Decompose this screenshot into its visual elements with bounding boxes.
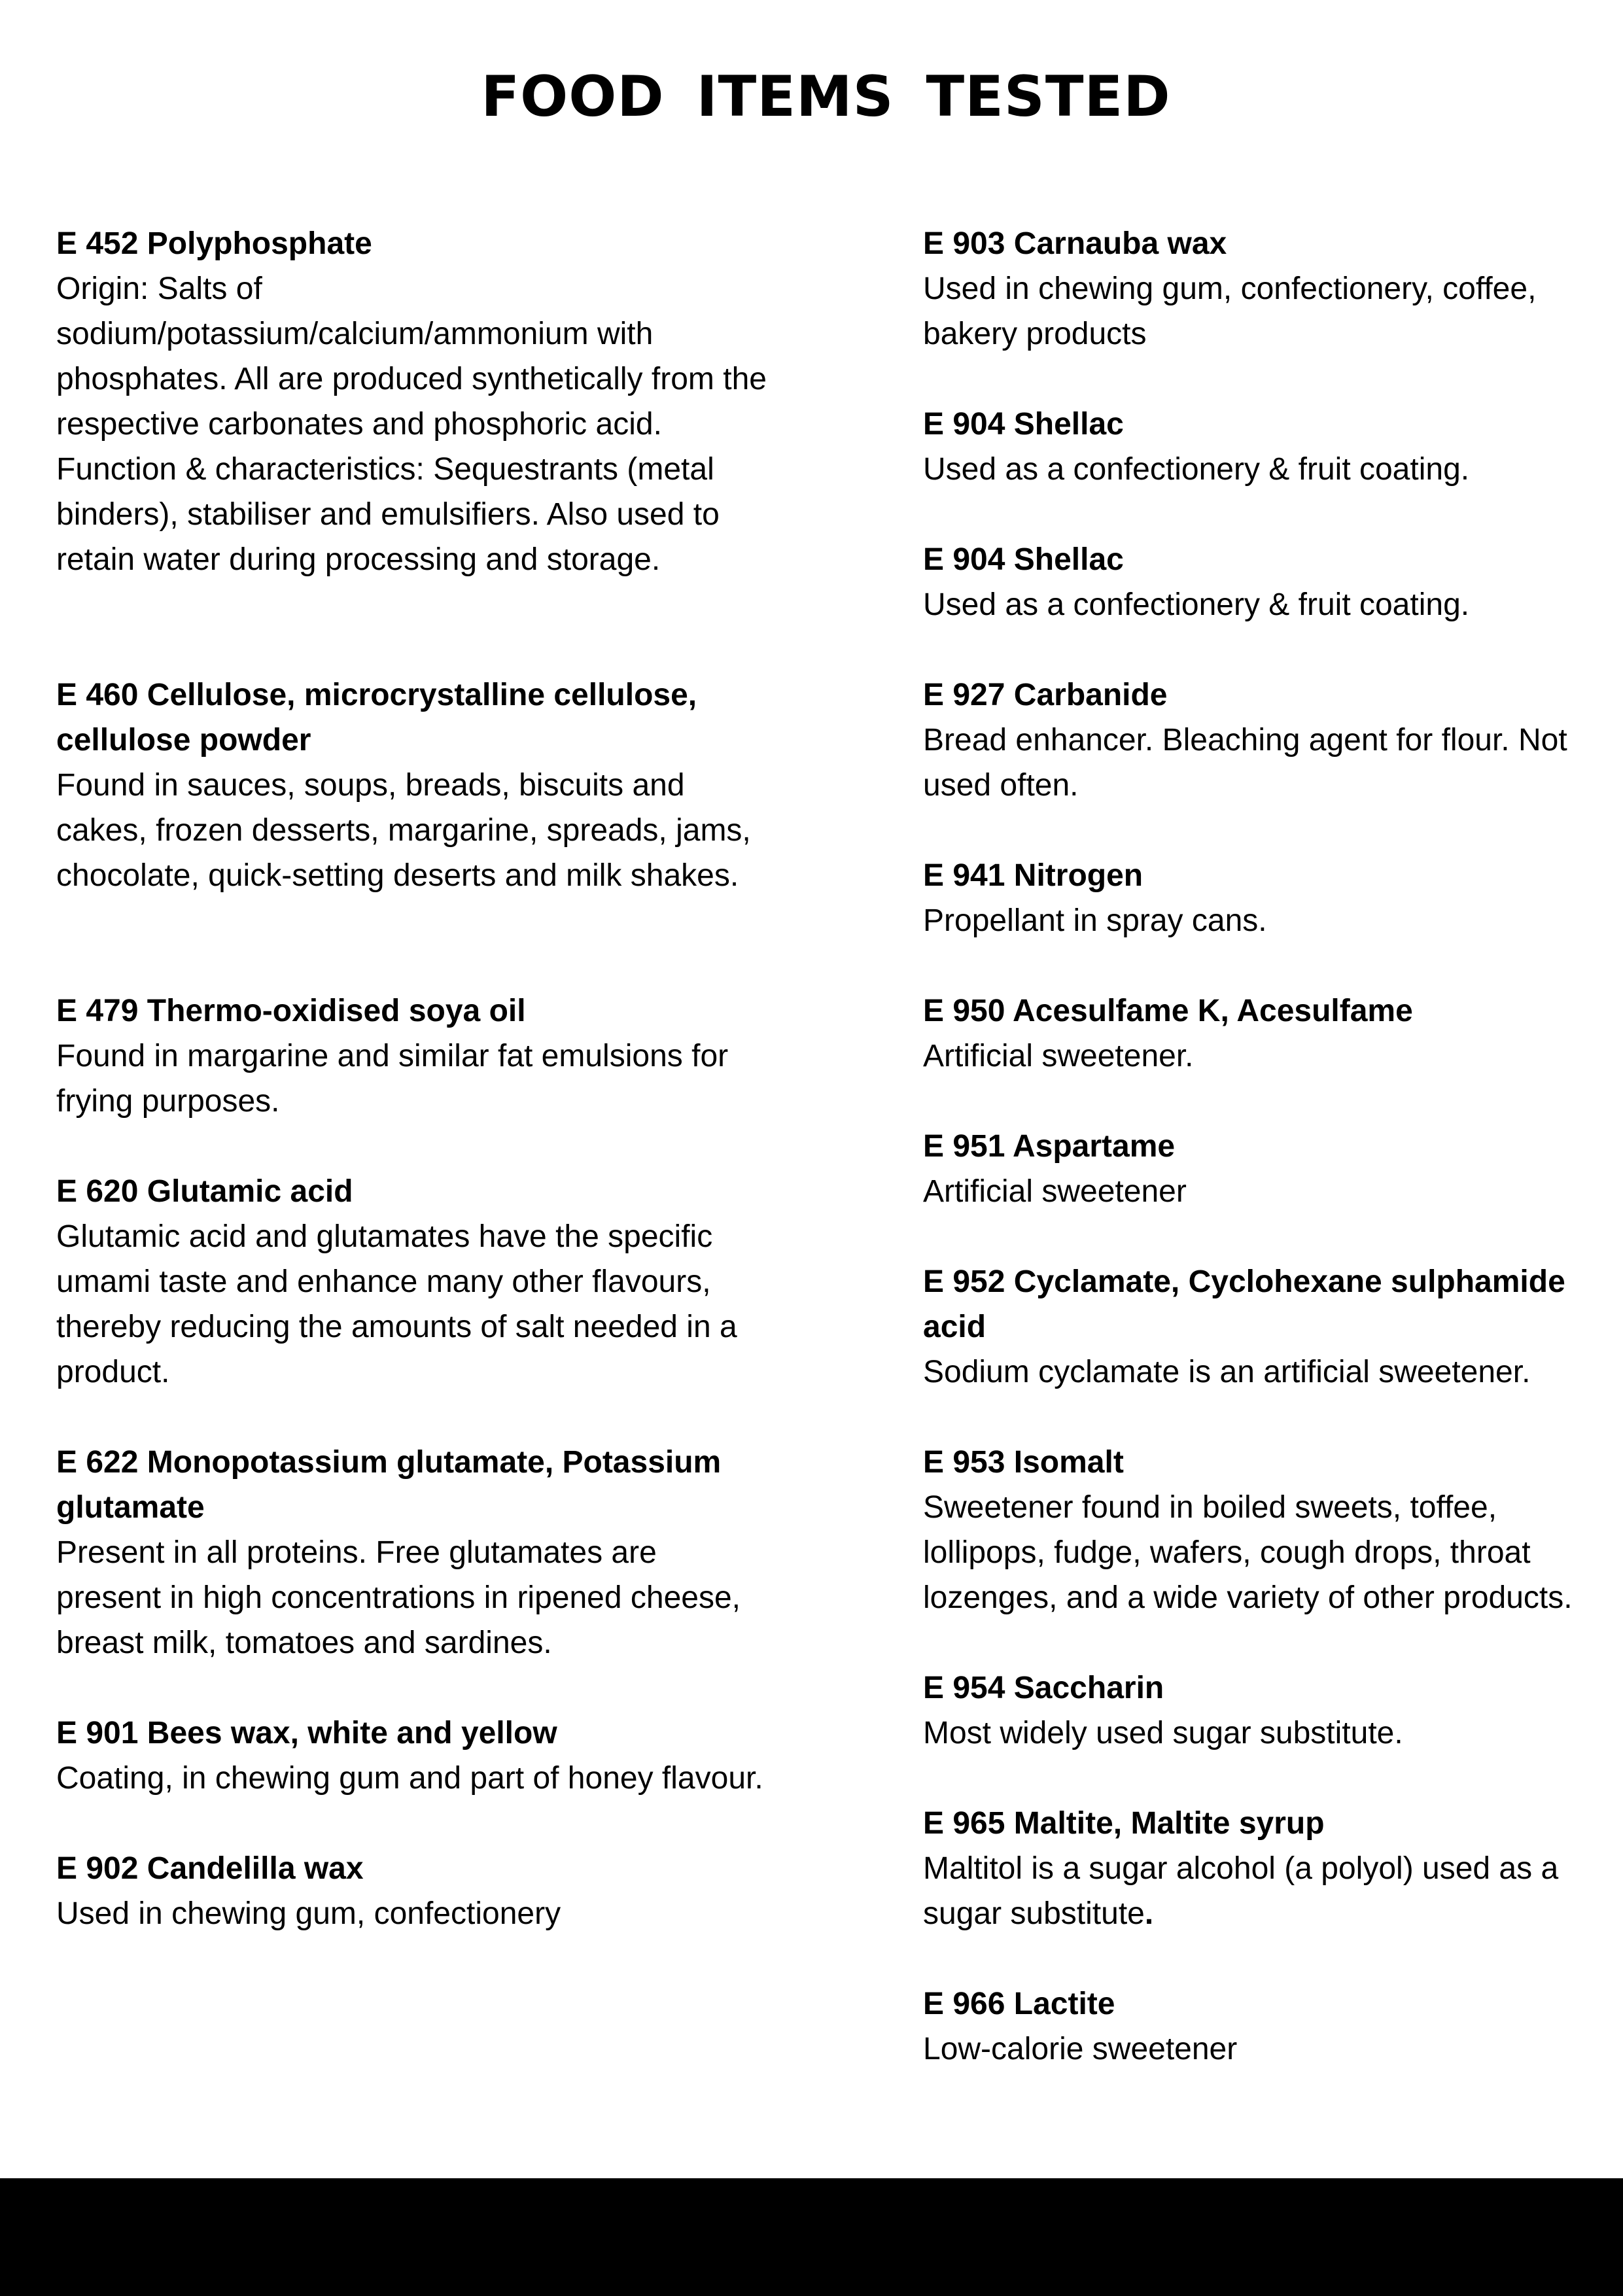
additive-title: E 452 Polyphosphate <box>56 226 372 261</box>
additive-entry <box>56 1846 769 1936</box>
additive-entry <box>56 988 769 1124</box>
additive-entry <box>923 1981 1610 2072</box>
additive-title: E 903 Carnauba wax <box>923 226 1227 261</box>
additive-entry <box>923 853 1610 943</box>
additive-description: Most widely used sugar substitute. <box>923 1716 1403 1750</box>
page-title: FOOD ITEMS TESTED <box>481 64 1171 130</box>
additive-entry <box>923 988 1610 1079</box>
additive-description: Propellant in spray cans. <box>923 903 1267 938</box>
additive-entry <box>56 221 769 582</box>
additive-title: E 953 Isomalt <box>923 1445 1124 1480</box>
additive-entry <box>923 672 1610 808</box>
additive-title: E 966 Lactite <box>923 1987 1115 2021</box>
additive-description: Coating, in chewing gum and part of honey flavour. <box>56 1761 763 1796</box>
additive-description: Glutamic acid and glutamates have the specific umami taste and enhance many other flavours, thereby reducing the amounts of salt needed in a product. <box>56 1219 737 1389</box>
left-column <box>56 221 769 1981</box>
additive-description: Found in margarine and similar fat emulsions for frying purposes. <box>56 1039 729 1119</box>
additive-title: E 951 Aspartame <box>923 1129 1176 1164</box>
additive-entry <box>56 1440 769 1665</box>
additive-title: E 965 Maltite, Maltite syrup <box>923 1806 1325 1841</box>
additive-title: E 904 Shellac <box>923 407 1124 442</box>
additive-title: E 460 Cellulose, microcrystalline cellulose, cellulose powder <box>56 678 697 757</box>
additive-title: E 954 Saccharin <box>923 1671 1164 1705</box>
additive-description: Origin: Salts of sodium/potassium/calcium/ammonium with phosphates. All are produced synthetically from the respective carbonates and phosphoric acid. Function & characteristics: Sequestrants (metal binders), stabiliser and emulsifiers. Also used to retain water during processing and storage. <box>56 271 767 577</box>
additive-title: E 904 Shellac <box>923 542 1124 577</box>
additive-entry <box>923 1124 1610 1214</box>
additive-description: Bread enhancer. Bleaching agent for flour. Not used often. <box>923 723 1567 803</box>
additive-title: E 479 Thermo-oxidised soya oil <box>56 994 526 1028</box>
additive-description: Sodium cyclamate is an artificial sweetener. <box>923 1355 1531 1389</box>
footer-bar <box>0 2178 1623 2296</box>
additive-description: Artificial sweetener <box>923 1174 1187 1209</box>
additive-title: E 620 Glutamic acid <box>56 1174 353 1209</box>
additive-entry <box>923 1801 1610 1936</box>
additive-title: E 901 Bees wax, white and yellow <box>56 1716 557 1750</box>
additive-title: E 952 Cyclamate, Cyclohexane sulphamide acid <box>923 1264 1565 1344</box>
description-text: Maltitol is a sugar alcohol (a polyol) used as a sugar substitute <box>923 1851 1559 1931</box>
additive-title: E 902 Candelilla wax <box>56 1851 364 1886</box>
additive-entry <box>923 1259 1610 1395</box>
additive-entry <box>923 221 1610 357</box>
additive-entry <box>56 1711 769 1801</box>
additive-description: Low-calorie sweetener <box>923 2032 1238 2066</box>
additive-entry <box>923 1440 1610 1620</box>
additive-description: Sweetener found in boiled sweets, toffee, lollipops, fudge, wafers, cough drops, throat lozenges, and a wide variety of other products. <box>923 1490 1573 1615</box>
additive-description <box>923 1846 1610 1936</box>
additive-description: Artificial sweetener. <box>923 1039 1194 1073</box>
additive-entry <box>923 402 1610 492</box>
additive-description: Used as a confectionery & fruit coating. <box>923 452 1470 487</box>
right-column <box>923 221 1610 2117</box>
additive-entry <box>923 537 1610 627</box>
additive-entry <box>56 672 769 898</box>
description-bold-period: . <box>1144 1896 1154 1931</box>
additive-title: E 927 Carbanide <box>923 678 1168 712</box>
additive-description: Found in sauces, soups, breads, biscuits and cakes, frozen desserts, margarine, spreads, jams, chocolate, quick-setting deserts and milk shakes. <box>56 768 751 893</box>
additive-title: E 950 Acesulfame K, Acesulfame <box>923 994 1413 1028</box>
additive-entry <box>923 1665 1610 1756</box>
additive-entry <box>56 1169 769 1395</box>
additive-title: E 941 Nitrogen <box>923 858 1143 893</box>
additive-description: Present in all proteins. Free glutamates are present in high concentrations in ripened cheese, breast milk, tomatoes and sardines. <box>56 1535 741 1660</box>
additive-description: Used in chewing gum, confectionery <box>56 1896 561 1931</box>
additive-title: E 622 Monopotassium glutamate, Potassium glutamate <box>56 1445 722 1525</box>
additive-description: Used as a confectionery & fruit coating. <box>923 587 1470 622</box>
additive-description: Used in chewing gum, confectionery, coffee, bakery products <box>923 271 1537 351</box>
